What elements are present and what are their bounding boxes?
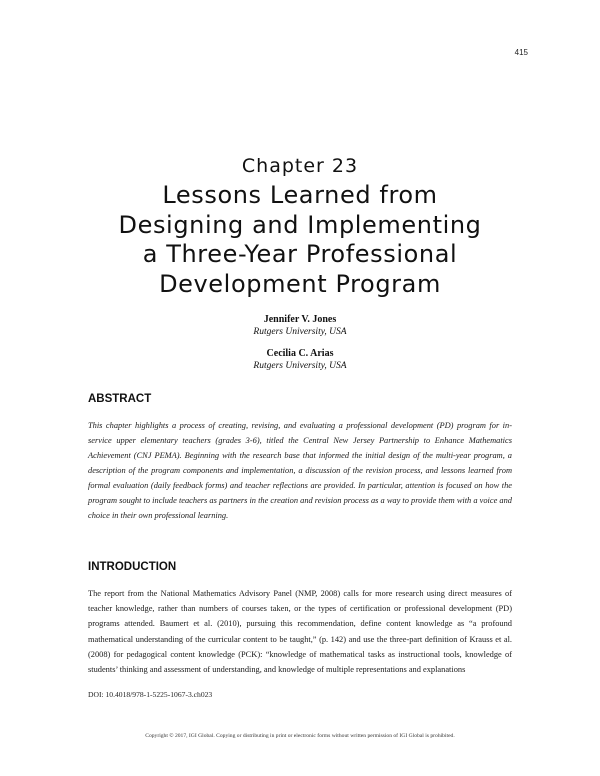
author-name: Jennifer V. Jones xyxy=(263,314,337,325)
chapter-title xyxy=(60,181,540,299)
introduction-text: The report from the National Mathematics Advisory Panel (NMP, 2008) calls for more research using direct measures of teacher knowledge, rather than numbers of courses taken, or the types of certification or professional development (PD) programs attended. Baumert et al. (2010), pursuing this recommendation, define content knowledge as “a profound mathematical understanding of the curricular content to be taught,” (p. 142) and use the three-part definition of Krauss et al. (2008) for pedagogical content knowledge (PCK): “knowledge of mathematical tasks as instructional tools, knowledge of students’ thinking and assessment of understanding, and knowledge of multiple representations and explanations xyxy=(88,589,512,675)
author-affiliation: Rutgers University, USA xyxy=(253,361,347,371)
abstract-text: This chapter highlights a process of creating, revising, and evaluating a professional development (PD) program for in-service upper elementary teachers (grades 3-6), titled the Central New Jersey Partnership to Enhance Mathematics Achievement (CNJ PEMA). Beginning with the research base that informed the initial design of the multi-year program, a description of the program components and implementation, a discussion of the revision process, and lessons learned from formal evaluation (daily feedback forms) and teacher reflections are provided. In particular, attention is focused on how the program sought to include teachers as partners in the creation and revision process as a way to provide them with a voice and choice in their own professional learning. xyxy=(88,421,512,520)
title-line: Lessons Learned from xyxy=(162,181,438,209)
author-block-1 xyxy=(0,313,600,338)
page-number: 415 xyxy=(514,48,528,57)
doi: DOI: 10.4018/978-1-5225-1067-3.ch023 xyxy=(88,690,213,699)
title-line: Designing and Implementing xyxy=(118,210,482,239)
copyright-notice: Copyright © 2017, IGI Global. Copying or distributing in print or electronic forms without written permission of IGI Global is prohibited. xyxy=(145,733,455,739)
author-block-2 xyxy=(0,347,600,372)
author-affiliation: Rutgers University, USA xyxy=(253,327,347,337)
chapter-label: Chapter 23 xyxy=(241,155,359,177)
author-name: Cecilia C. Arias xyxy=(266,348,334,359)
introduction-heading: INTRODUCTION xyxy=(88,561,177,573)
title-line: a Three-Year Professional xyxy=(142,240,458,268)
title-line: Development Program xyxy=(159,269,441,298)
abstract-heading: ABSTRACT xyxy=(88,393,152,405)
